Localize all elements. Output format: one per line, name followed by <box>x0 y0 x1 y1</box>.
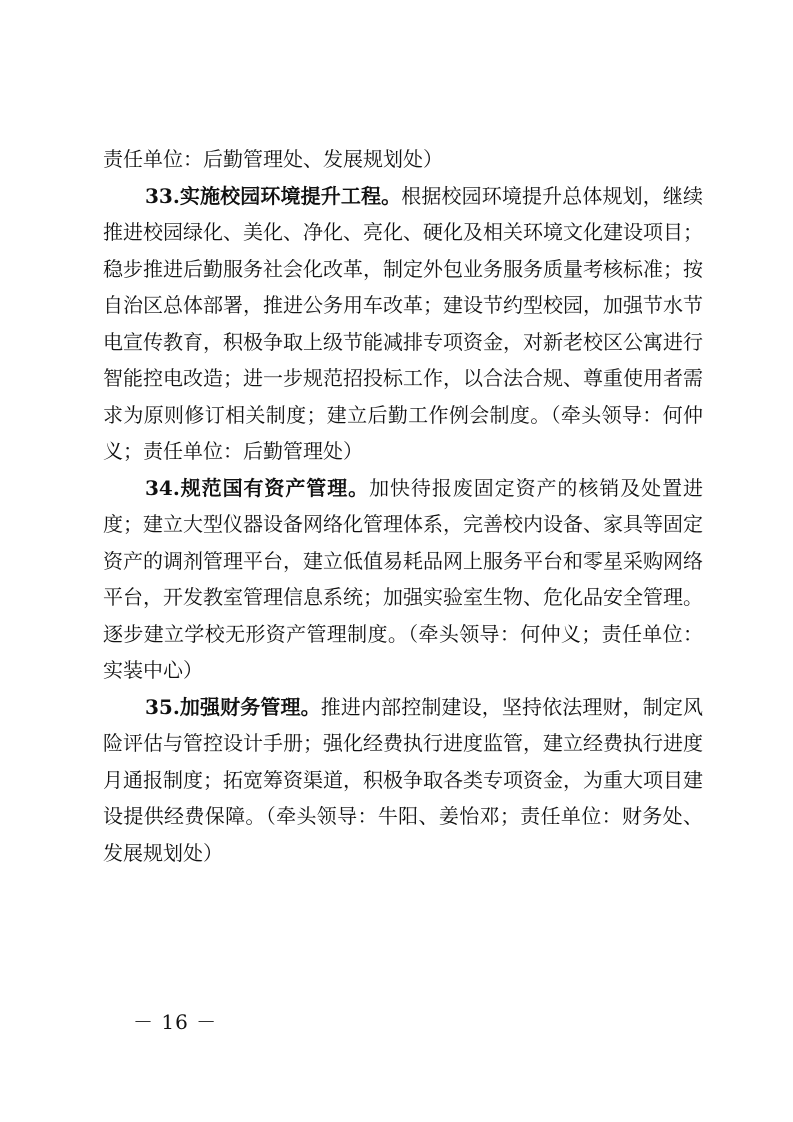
item-heading-34: 34.规范国有资产管理。 <box>145 475 370 500</box>
item-heading-33: 33.实施校园环境提升工程。 <box>145 183 402 208</box>
paragraph-text: 加快待报废固定资产的核销及处置进度；建立大型仪器设备网络化管理体系，完善校内设备、家具等固定资产的调剂管理平台，建立低值易耗品网上服务平台和零星采购网络平台，开发教室管理信息系统；加强实验室生物、危化品安全管理。逐步建立学校无形资产管理制度。（牵头领导：何仲义；责任单位：实装中心） <box>103 475 703 682</box>
document-body <box>103 141 703 871</box>
paragraph-item-35 <box>103 689 703 872</box>
item-heading-35: 35.加强财务管理。 <box>145 694 321 719</box>
paragraph-text: 责任单位：后勤管理处、发展规划处） <box>103 147 443 171</box>
paragraph-text: 推进内部控制建设，坚持依法理财，制定风险评估与管控设计手册；强化经费执行进度监管，建立经费执行进度月通报制度；拓宽筹资渠道，积极争取各类专项资金，为重大项目建设提供经费保障。（牵头领导：牛阳、姜怡邓；责任单位：财务处、发展规划处） <box>103 694 703 865</box>
paragraph-item-33 <box>103 178 703 470</box>
page-number: － 16 － <box>133 1010 218 1034</box>
paragraph-text: 根据校园环境提升总体规划，继续推进校园绿化、美化、净化、亮化、硬化及相关环境文化建设项目；稳步推进后勤服务社会化改革，制定外包业务服务质量考核标准；按自治区总体部署，推进公务用车改革；建设节约型校园，加强节水节电宣传教育，积极争取上级节能减排专项资金，对新老校区公寓进行智能控电改造；进一步规范招投标工作，以合法合规、尊重使用者需求为原则修订相关制度；建立后勤工作例会制度。（牵头领导：何仲义；责任单位：后勤管理处） <box>103 183 704 463</box>
paragraph-continuation <box>103 141 703 178</box>
paragraph-item-34 <box>103 470 703 689</box>
